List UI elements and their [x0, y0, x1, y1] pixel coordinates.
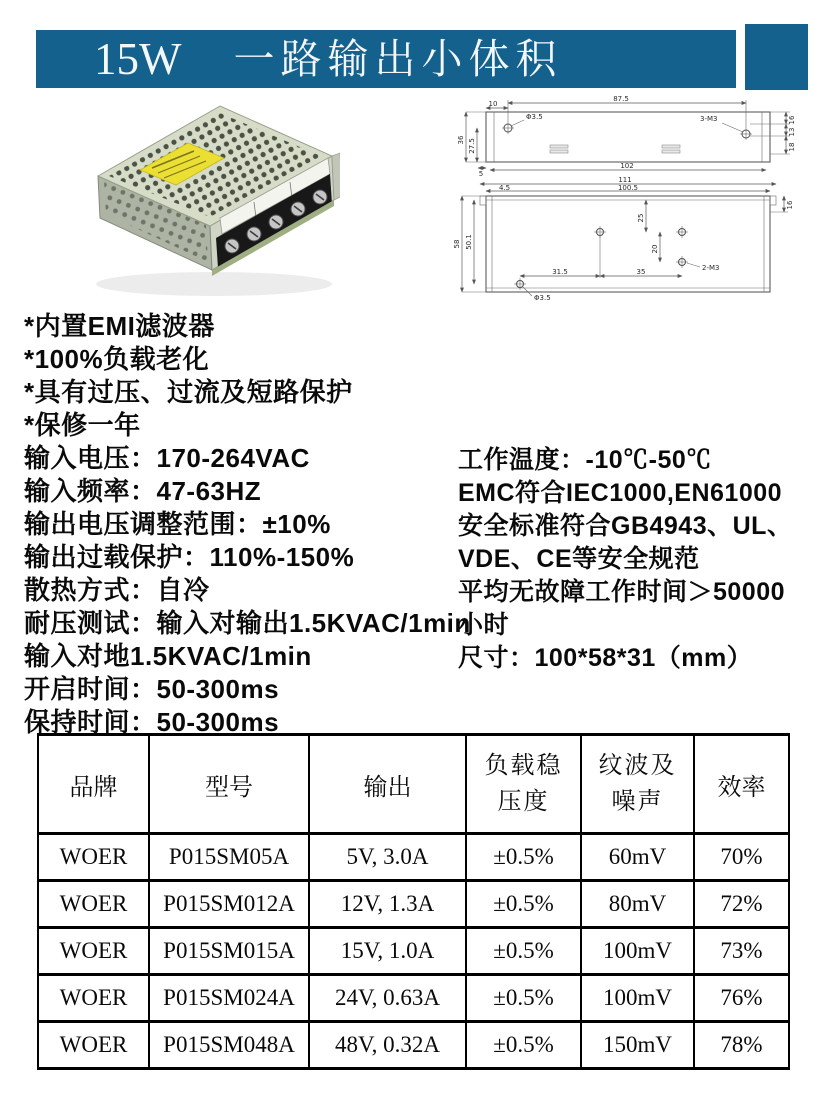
photo-shadow — [96, 272, 332, 296]
dim-label-bot-depth: 58 — [453, 239, 461, 249]
cell-model: P015SM012A — [149, 881, 309, 928]
dimension-drawing — [450, 92, 810, 306]
cell-output: 48V, 0.32A — [309, 1022, 466, 1069]
cell-brand: WOER — [38, 834, 149, 881]
spec-line: 输入对地1.5KVAC/1min — [24, 641, 312, 671]
cell-output: 12V, 1.3A — [309, 881, 466, 928]
cell-efficiency: 72% — [694, 881, 789, 928]
header-banner — [36, 30, 736, 88]
table-row — [38, 834, 789, 881]
features-and-specs-left — [24, 306, 471, 737]
cell-brand: WOER — [38, 975, 149, 1022]
cell-model: P015SM048A — [149, 1022, 309, 1069]
cell-efficiency: 70% — [694, 834, 789, 881]
cell-ripple: 100mV — [581, 975, 694, 1022]
table-row — [38, 1022, 789, 1069]
specs-right — [458, 440, 810, 671]
dim-label-bot-total-length: 111 — [618, 176, 632, 184]
cell-regulation: ±0.5% — [466, 928, 581, 975]
cell-brand: WOER — [38, 1022, 149, 1069]
cell-regulation: ±0.5% — [466, 1022, 581, 1069]
spec-line: 输入频率：47-63HZ — [24, 476, 262, 506]
feature-item: *内置EMI滤波器 — [24, 311, 215, 341]
col-header-model: 型号 — [149, 735, 309, 834]
dim-label-top-right-c: 18 — [788, 142, 796, 152]
dim-label-bot-hole-gap: 20 — [651, 244, 659, 254]
feature-item: *保修一年 — [24, 410, 141, 440]
table-row — [38, 881, 789, 928]
cell-ripple: 150mV — [581, 1022, 694, 1069]
spec-line: 尺寸：100*58*31（mm） — [458, 644, 753, 672]
cell-efficiency: 78% — [694, 1022, 789, 1069]
feature-item: *具有过压、过流及短路保护 — [24, 377, 353, 407]
drawing-bottom-view — [453, 176, 794, 302]
table-header-row — [38, 735, 789, 834]
table-row — [38, 975, 789, 1022]
dim-label-bot-hole-x1: 31.5 — [552, 268, 568, 276]
cell-model: P015SM015A — [149, 928, 309, 975]
spec-line: 开启时间：50-300ms — [24, 674, 280, 704]
spec-line: 工作温度：-10℃-50℃ — [458, 446, 712, 474]
cell-regulation: ±0.5% — [466, 975, 581, 1022]
cell-brand: WOER — [38, 928, 149, 975]
dim-label-top-right-a: 16 — [788, 115, 796, 125]
spec-line: 安全标准符合GB4943、UL、 — [458, 512, 793, 540]
feature-item: *100%负载老化 — [24, 344, 210, 374]
dim-label-top-inner-height: 27.5 — [468, 138, 476, 154]
cell-regulation: ±0.5% — [466, 834, 581, 881]
cell-ripple: 60mV — [581, 834, 694, 881]
cell-efficiency: 73% — [694, 928, 789, 975]
cell-output: 5V, 3.0A — [309, 834, 466, 881]
cell-brand: WOER — [38, 881, 149, 928]
dim-label-top-base-offset: 5 — [478, 170, 484, 178]
cell-efficiency: 76% — [694, 975, 789, 1022]
dim-label-bot-screw-spec: 2-M3 — [702, 264, 720, 272]
product-photo — [82, 96, 340, 304]
dim-label-bot-case-length: 100.5 — [617, 184, 639, 192]
dim-label-top-hole-dia: Φ3.5 — [526, 113, 543, 121]
spec-line: 输入电压：170-264VAC — [24, 443, 310, 473]
spec-line: 耐压测试：输入对输出1.5KVAC/1min — [24, 608, 471, 638]
wattage-label: 15W — [94, 33, 182, 84]
spec-line: 散热方式：自冷 — [24, 575, 210, 605]
model-table — [37, 733, 790, 1070]
col-header-efficiency: 效率 — [694, 735, 789, 834]
dim-label-bot-inner-depth: 50.1 — [465, 234, 473, 250]
spec-line: 平均无故障工作时间＞50000 — [458, 578, 786, 606]
spec-line: 输出过载保护：110%-150% — [24, 542, 355, 572]
drawing-top-view — [457, 95, 796, 178]
col-header-brand: 品牌 — [38, 735, 149, 834]
dim-label-bot-edge-offset: 4.5 — [499, 184, 511, 192]
dim-label-top-right-b: 13 — [788, 127, 796, 137]
col-header-ripple: 纹波及噪声 — [581, 735, 694, 834]
cell-ripple: 80mV — [581, 881, 694, 928]
dim-label-top-flange-offset: 10 — [488, 100, 498, 108]
dim-label-bot-hole-dia: Φ3.5 — [534, 294, 551, 302]
spec-line: 保持时间：50-300ms — [24, 707, 280, 737]
spec-line: 小时 — [458, 611, 510, 639]
corner-accent-square — [745, 24, 808, 90]
dim-label-top-screw-spec: 3-M3 — [700, 115, 718, 123]
dim-label-top-length: 102 — [620, 162, 634, 170]
table-row — [38, 928, 789, 975]
dim-label-top-hole-span: 87.5 — [613, 95, 629, 103]
page-title: 一路输出小体积 — [233, 35, 563, 82]
cell-regulation: ±0.5% — [466, 881, 581, 928]
spec-line: 输出电压调整范围：±10% — [24, 509, 331, 539]
dim-label-bot-hole-top: 25 — [637, 213, 645, 223]
dim-label-top-height: 36 — [457, 135, 465, 145]
dim-label-bot-right-off: 16 — [786, 200, 794, 210]
cell-output: 15V, 1.0A — [309, 928, 466, 975]
col-header-output: 输出 — [309, 735, 466, 834]
dim-label-bot-hole-x2: 35 — [636, 268, 646, 276]
cell-model: P015SM024A — [149, 975, 309, 1022]
spec-line: EMC符合IEC1000,EN61000 — [458, 479, 783, 507]
col-header-regulation: 负载稳压度 — [466, 735, 581, 834]
cell-ripple: 100mV — [581, 928, 694, 975]
cell-output: 24V, 0.63A — [309, 975, 466, 1022]
cell-model: P015SM05A — [149, 834, 309, 881]
spec-line: VDE、CE等安全规范 — [458, 545, 700, 573]
